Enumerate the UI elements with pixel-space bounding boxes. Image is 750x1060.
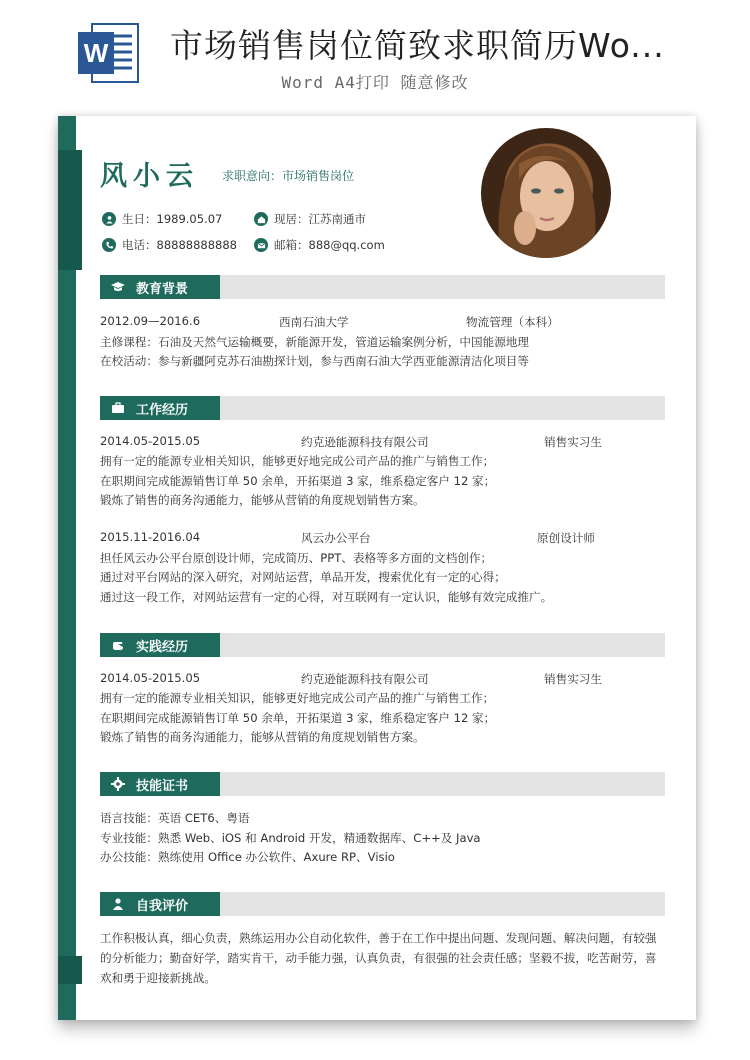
gear-icon (110, 776, 126, 792)
section-title-skills: 技能证书 (136, 778, 189, 794)
info-phone (102, 237, 237, 253)
education-period: 2012.09—2016.6 (100, 314, 201, 328)
work-2-company: 风云办公平台 (301, 531, 371, 545)
practice-company: 约克逊能源科技有限公司 (301, 672, 429, 686)
document-title: 市场销售岗位简致求职简历Wo... (170, 26, 665, 65)
work-1-company: 约克逊能源科技有限公司 (301, 435, 429, 449)
section-self-evaluation (100, 892, 665, 916)
work-1-role: 销售实习生 (544, 435, 602, 449)
work-2-line-2: 通过对平台网站的深入研究，对网站运营，单品开发，搜索优化有一定的心得； (100, 570, 506, 584)
profile-photo (481, 128, 611, 258)
section-education (100, 275, 665, 299)
work-1-period: 2014.05-2015.05 (100, 434, 201, 448)
mail-icon (254, 238, 268, 252)
practice-line-2: 在职期间完成能源销售订单 50 余单，开拓渠道 3 家，维系稳定客户 12 家； (100, 711, 496, 725)
self-evaluation-text: 工作积极认真，细心负责，熟练运用办公自动化软件，善于在工作中提出问题、发现问题、解决问题，有较强的分析能力；勤奋好学，踏实肯干，动手能力强，认真负责，有很强的社会责任感；坚毅不拔，吃苦耐劳，喜欢和勇于迎接新挑战。 (100, 931, 657, 985)
email-text: 邮箱：888@qq.com (274, 238, 385, 252)
hand-icon (110, 637, 126, 653)
info-location (254, 211, 366, 227)
word-icon-letter: W (83, 38, 109, 68)
home-icon (254, 212, 268, 226)
education-activities: 在校活动：参与新疆阿克苏石油勘探计划，参与西南石油大学西亚能源清洁化项目等 (100, 354, 529, 368)
resume-page (58, 116, 696, 1020)
graduation-cap-icon (110, 279, 126, 295)
work-2-role: 原创设计师 (537, 531, 595, 545)
candidate-name: 风小云 (100, 161, 199, 192)
section-title-education: 教育背景 (136, 281, 189, 297)
section-work (100, 396, 665, 420)
birth-text: 生日：1989.05.07 (122, 212, 223, 226)
education-school: 西南石油大学 (279, 315, 349, 329)
practice-period: 2014.05-2015.05 (100, 671, 201, 685)
section-title-self-evaluation: 自我评价 (136, 898, 189, 914)
info-email (254, 237, 385, 253)
user-group-icon (110, 896, 126, 912)
work-2-line-3: 通过这一段工作，对网站运营有一定的心得，对互联网有一定认识，能够有效完成推广。 (100, 590, 553, 604)
document-header (0, 0, 750, 110)
side-accent-block-bottom (58, 956, 82, 984)
person-icon (102, 212, 116, 226)
job-intent: 求职意向：市场销售岗位 (222, 169, 355, 183)
location-text: 现居：江苏南通市 (274, 212, 366, 226)
work-2-line-1: 担任风云办公平台原创设计师，完成简历、PPT、表格等多方面的文档创作； (100, 551, 493, 565)
section-title-practice: 实践经历 (136, 639, 189, 655)
work-2-period: 2015.11-2016.04 (100, 530, 201, 544)
skill-professional: 专业技能：熟悉 Web、iOS 和 Android 开发，精通数据库、C++及 Java (100, 831, 481, 845)
document-subtitle: Word A4打印 随意修改 (281, 73, 469, 92)
phone-icon (102, 238, 116, 252)
work-1-line-1: 拥有一定的能源专业相关知识，能够更好地完成公司产品的推广与销售工作； (100, 454, 495, 468)
work-1-line-2: 在职期间完成能源销售订单 50 余单，开拓渠道 3 家，维系稳定客户 12 家； (100, 474, 496, 488)
education-courses: 主修课程：石油及天然气运输概要，新能源开发，管道运输案例分析，中国能源地理 (100, 335, 529, 349)
info-birth (102, 211, 222, 227)
phone-text: 电话：88888888888 (122, 238, 237, 252)
side-accent-block (58, 150, 82, 270)
skill-language: 语言技能：英语 CET6、粤语 (100, 811, 250, 825)
section-practice (100, 633, 665, 657)
briefcase-icon (110, 400, 126, 416)
practice-line-3: 锻炼了销售的商务沟通能力，能够从营销的角度规划销售方案。 (100, 730, 425, 744)
practice-role: 销售实习生 (544, 672, 602, 686)
practice-line-1: 拥有一定的能源专业相关知识，能够更好地完成公司产品的推广与销售工作； (100, 691, 495, 705)
work-1-line-3: 锻炼了销售的商务沟通能力，能够从营销的角度规划销售方案。 (100, 493, 425, 507)
section-skills (100, 772, 665, 796)
education-major: 物流管理（本科） (466, 315, 559, 329)
skill-office: 办公技能：熟练使用 Office 办公软件、Axure RP、Visio (100, 850, 395, 864)
section-title-work: 工作经历 (136, 402, 189, 418)
